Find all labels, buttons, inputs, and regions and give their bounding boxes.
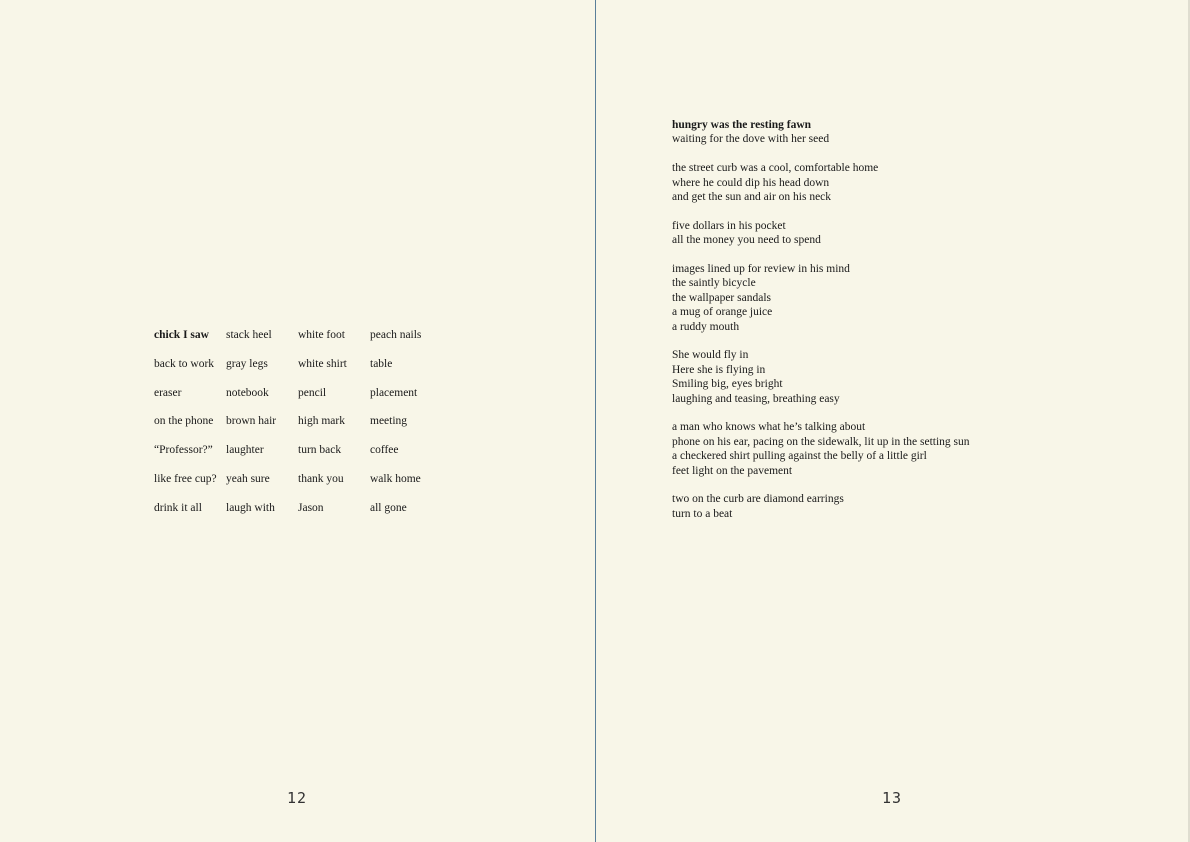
poem-line: feet light on the pavement: [672, 464, 793, 477]
poem-line: images lined up for review in his mind: [672, 263, 850, 276]
grid-word: stack heel: [226, 329, 272, 341]
grid-word: high mark: [298, 415, 345, 428]
grid-word: notebook: [226, 386, 269, 399]
poem-stanza: [672, 420, 1092, 478]
poem: [672, 118, 1092, 536]
poem-line: the wallpaper sandals: [672, 291, 771, 304]
poem-line: Here she is flying in: [672, 363, 766, 376]
poem-line: She would fly in: [672, 349, 749, 362]
poem-line: turn to a beat: [672, 507, 733, 520]
grid-word: gray legs: [226, 357, 268, 370]
grid-word: laugh with: [226, 501, 275, 514]
poem-line: phone on his ear, pacing on the sidewalk, lit up in the setting sun: [672, 435, 970, 448]
grid-word: laughter: [226, 444, 264, 457]
poem-line: a man who knows what he’s talking about: [672, 421, 866, 434]
grid-word: chick I saw: [154, 329, 209, 341]
grid-word: table: [370, 357, 393, 370]
grid-word: white foot: [298, 329, 345, 341]
poem-stanza: [672, 492, 1092, 521]
poem-line: a mug of orange juice: [672, 306, 773, 319]
grid-word: coffee: [370, 444, 399, 457]
grid-word: eraser: [154, 386, 182, 399]
right-page: [596, 0, 1190, 842]
poem-line: a ruddy mouth: [672, 320, 740, 333]
grid-word: yeah sure: [226, 472, 270, 485]
poem-line: the saintly bicycle: [672, 277, 756, 290]
page-number-right: 13: [882, 789, 903, 807]
grid-word: thank you: [298, 472, 344, 485]
poem-stanza: [672, 219, 1092, 248]
poem-line: hungry was the resting fawn: [672, 119, 812, 131]
word-grid: [154, 327, 442, 529]
poem-line: a checkered shirt pulling against the belly of a little girl: [672, 450, 927, 463]
grid-word: peach nails: [370, 329, 422, 341]
grid-word: on the phone: [154, 415, 214, 428]
page-number-left: 12: [287, 789, 308, 807]
poem-line: where he could dip his head down: [672, 176, 830, 189]
grid-word: turn back: [298, 444, 342, 457]
grid-word: all gone: [370, 501, 407, 514]
grid-word: “Professor?”: [154, 444, 213, 457]
grid-word: placement: [370, 386, 418, 399]
poem-line: and get the sun and air on his neck: [672, 191, 832, 204]
grid-word: brown hair: [226, 415, 277, 428]
poem-line: Smiling big, eyes bright: [672, 378, 783, 391]
poem-line: two on the curb are diamond earrings: [672, 493, 844, 506]
poem-stanza: [672, 262, 1092, 334]
poem-line: the street curb was a cool, comfortable home: [672, 162, 879, 175]
grid-word: Jason: [298, 501, 324, 514]
grid-word: drink it all: [154, 501, 202, 514]
grid-word: back to work: [154, 357, 215, 370]
poem-line: all the money you need to spend: [672, 234, 821, 247]
poem-stanza: [672, 161, 1092, 204]
grid-word: like free cup?: [154, 472, 217, 485]
poem-stanza: [672, 348, 1092, 406]
grid-word: walk home: [370, 472, 421, 485]
grid-word: white shirt: [298, 357, 347, 370]
poem-line: laughing and teasing, breathing easy: [672, 392, 840, 405]
grid-word: meeting: [370, 415, 408, 428]
poem-stanza: [672, 118, 1092, 147]
grid-word: pencil: [298, 386, 327, 399]
poem-line: waiting for the dove with her seed: [672, 133, 830, 146]
poem-line: five dollars in his pocket: [672, 219, 786, 232]
